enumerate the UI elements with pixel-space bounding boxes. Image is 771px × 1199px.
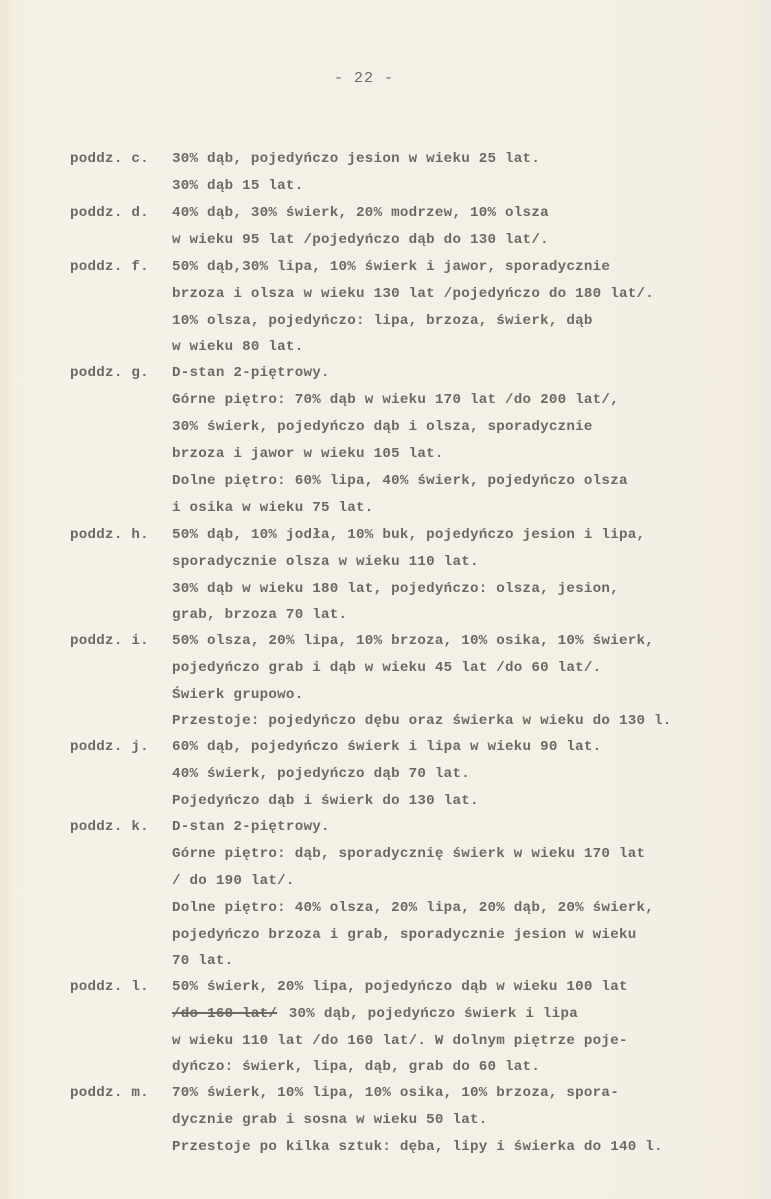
entry-line: sporadycznie olsza w wieku 110 lat. (172, 554, 479, 570)
entry-line: 30% dąb, pojedyńczo świerk i lipa (280, 1006, 578, 1022)
page-edge (759, 0, 771, 1199)
entry-line: i osika w wieku 75 lat. (172, 500, 374, 516)
struck-text: /do 160 lat/ (172, 1006, 278, 1022)
entry-line: Dolne piętro: 60% lipa, 40% świerk, pojedyńczo olsza (172, 473, 628, 489)
entry-line: grab, brzoza 70 lat. (172, 607, 348, 623)
entry-line: / do 190 lat/. (172, 873, 295, 889)
entry-line: 30% dąb 15 lat. (172, 178, 304, 194)
entry-label-c: poddz. c. (70, 151, 149, 167)
entry-line: brzoza i olsza w wieku 130 lat /pojedyńczo do 180 lat/. (172, 286, 655, 302)
entry-label-l: poddz. l. (70, 979, 149, 995)
entry-line: Górne piętro: dąb, sporadycznię świerk w wieku 170 lat (172, 846, 646, 862)
entry-label-i: poddz. i. (70, 633, 149, 649)
entry-line: pojedyńczo brzoza i grab, sporadycznie jesion w wieku (172, 927, 637, 943)
entry-line: 40% dąb, 30% świerk, 20% modrzew, 10% olsza (172, 205, 549, 221)
entry-label-g: poddz. g. (70, 365, 149, 381)
entry-line: 70% świerk, 10% lipa, 10% osika, 10% brzoza, spora- (172, 1085, 619, 1101)
entry-line: 70 lat. (172, 953, 234, 969)
entry-line: Pojedyńczo dąb i świerk do 130 lat. (172, 793, 479, 809)
page-number: - 22 - (334, 70, 395, 87)
entry-label-d: poddz. d. (70, 205, 149, 221)
entry-line: brzoza i jawor w wieku 105 lat. (172, 446, 444, 462)
entry-line: 30% świerk, pojedyńczo dąb i olsza, sporadycznie (172, 419, 593, 435)
entry-line: 50% dąb,30% lipa, 10% świerk i jawor, sporadycznie (172, 259, 611, 275)
entry-label-k: poddz. k. (70, 819, 149, 835)
entry-label-m: poddz. m. (70, 1085, 149, 1101)
entry-line: 60% dąb, pojedyńczo świerk i lipa w wieku 90 lat. (172, 739, 602, 755)
entry-line: 50% olsza, 20% lipa, 10% brzoza, 10% osika, 10% świerk, (172, 633, 655, 649)
entry-line: Świerk grupowo. (172, 687, 304, 703)
entry-line: Przestoje: pojedyńczo dębu oraz świerka w wieku do 130 l. (172, 713, 672, 729)
entry-line: 30% dąb, pojedyńczo jesion w wieku 25 lat. (172, 151, 541, 167)
entry-line: Górne piętro: 70% dąb w wieku 170 lat /do 200 lat/, (172, 392, 619, 408)
entry-label-f: poddz. f. (70, 259, 149, 275)
entry-line: 50% dąb, 10% jodła, 10% buk, pojedyńczo jesion i lipa, (172, 527, 646, 543)
entry-line: Dolne piętro: 40% olsza, 20% lipa, 20% dąb, 20% świerk, (172, 900, 655, 916)
entry-line: 50% świerk, 20% lipa, pojedyńczo dąb w wieku 100 lat (172, 979, 628, 995)
entry-line: D-stan 2-piętrowy. (172, 819, 330, 835)
entry-line: 30% dąb w wieku 180 lat, pojedyńczo: olsza, jesion, (172, 581, 619, 597)
entry-label-h: poddz. h. (70, 527, 149, 543)
entry-line: dyńczo: świerk, lipa, dąb, grab do 60 lat. (172, 1059, 541, 1075)
entry-line: D-stan 2-piętrowy. (172, 365, 330, 381)
entry-line: pojedyńczo grab i dąb w wieku 45 lat /do 60 lat/. (172, 660, 602, 676)
entry-line: 10% olsza, pojedyńczo: lipa, brzoza, świerk, dąb (172, 313, 593, 329)
entry-line: 40% świerk, pojedyńczo dąb 70 lat. (172, 766, 470, 782)
entry-line: Przestoje po kilka sztuk: dęba, lipy i świerka do 140 l. (172, 1139, 663, 1155)
entry-line: dycznie grab i sosna w wieku 50 lat. (172, 1112, 488, 1128)
entry-line: w wieku 80 lat. (172, 339, 304, 355)
entry-label-j: poddz. j. (70, 739, 149, 755)
entry-line: w wieku 95 lat /pojedyńczo dąb do 130 lat/. (172, 232, 549, 248)
entry-line: w wieku 110 lat /do 160 lat/. W dolnym piętrze poje- (172, 1033, 628, 1049)
